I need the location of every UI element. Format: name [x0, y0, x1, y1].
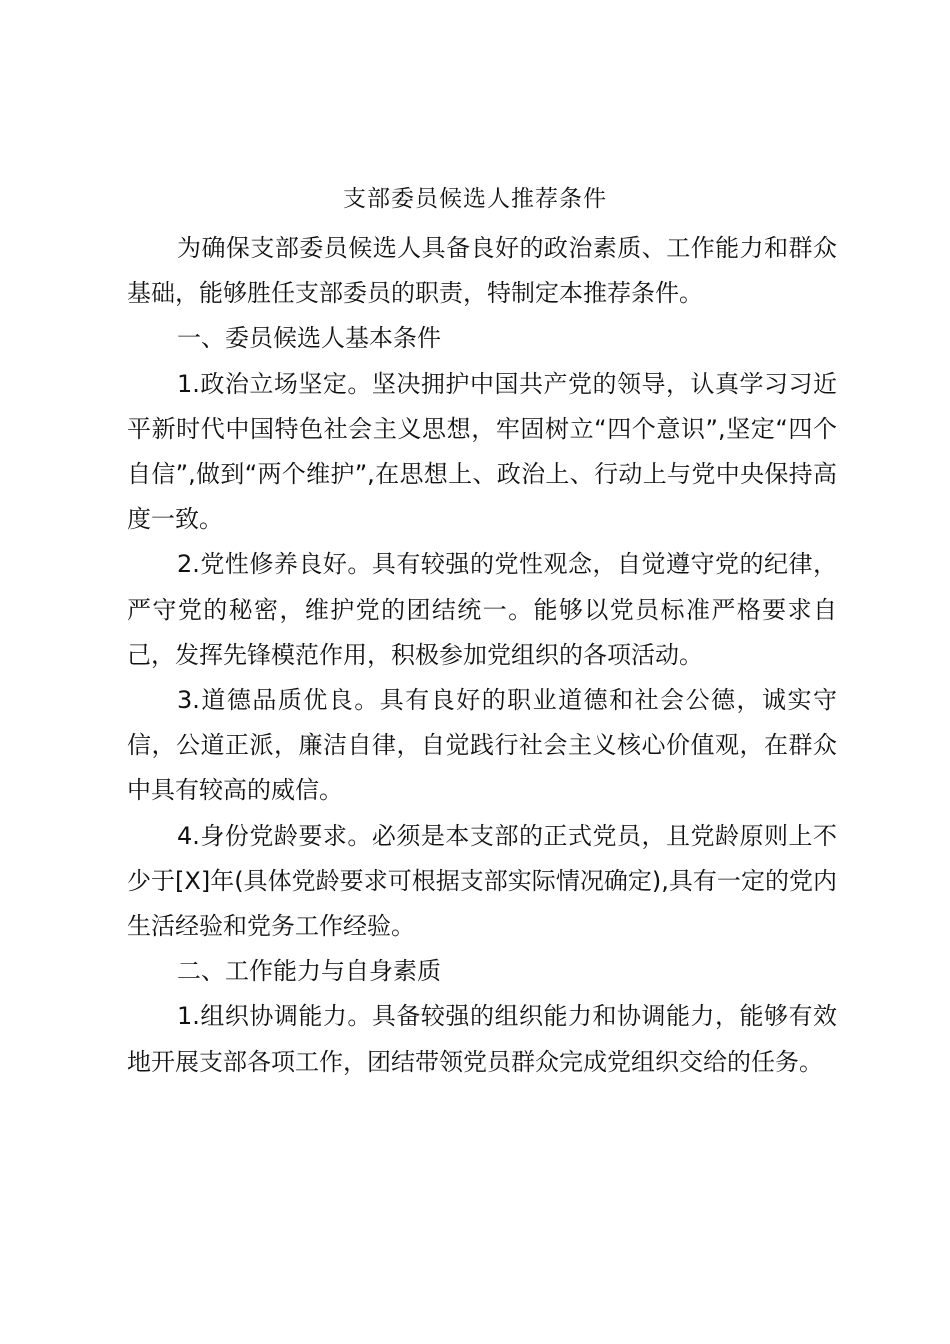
condition-party-standing: 4.身份党龄要求。必须是本支部的正式党员，且党龄原则上不少于[X]年(具体党龄要求可根据支部实际情况确定),具有一定的党内生活经验和党务工作经验。: [127, 821, 837, 941]
section-heading-basic-conditions: 一、委员候选人基本条件: [177, 324, 441, 353]
intro-paragraph: 为确保支部委员候选人具备良好的政治素质、工作能力和群众基础，能够胜任支部委员的职责，特制定本推荐条件。: [127, 234, 837, 308]
section-heading-work-ability: 二、工作能力与自身素质: [177, 957, 441, 986]
document-body: [127, 226, 837, 1085]
ability-organization-coordination: 1.组织协调能力。具备较强的组织能力和协调能力，能够有效地开展支部各项工作，团结带领党员群众完成党组织交给的任务。: [127, 1002, 837, 1076]
condition-moral-quality: 3.道德品质优良。具有良好的职业道德和社会公德，诚实守信，公道正派，廉洁自律，自觉践行社会主义核心价值观，在群众中具有较高的威信。: [127, 686, 837, 805]
document-title: 支部委员候选人推荐条件: [343, 186, 607, 212]
condition-political-stance: 1.政治立场坚定。坚决拥护中国共产党的领导，认真学习习近平新时代中国特色社会主义思想，牢固树立“四个意识”,坚定“四个自信”,做到“两个维护”,在思想上、政治上、行动上与党中央保持高度一致。: [127, 369, 837, 534]
condition-party-spirit: 2.党性修养良好。具有较强的党性观念，自觉遵守党的纪律，严守党的秘密，维护党的团结统一。能够以党员标准严格要求自己，发挥先锋模范作用，积极参加党组织的各项活动。: [127, 550, 837, 669]
